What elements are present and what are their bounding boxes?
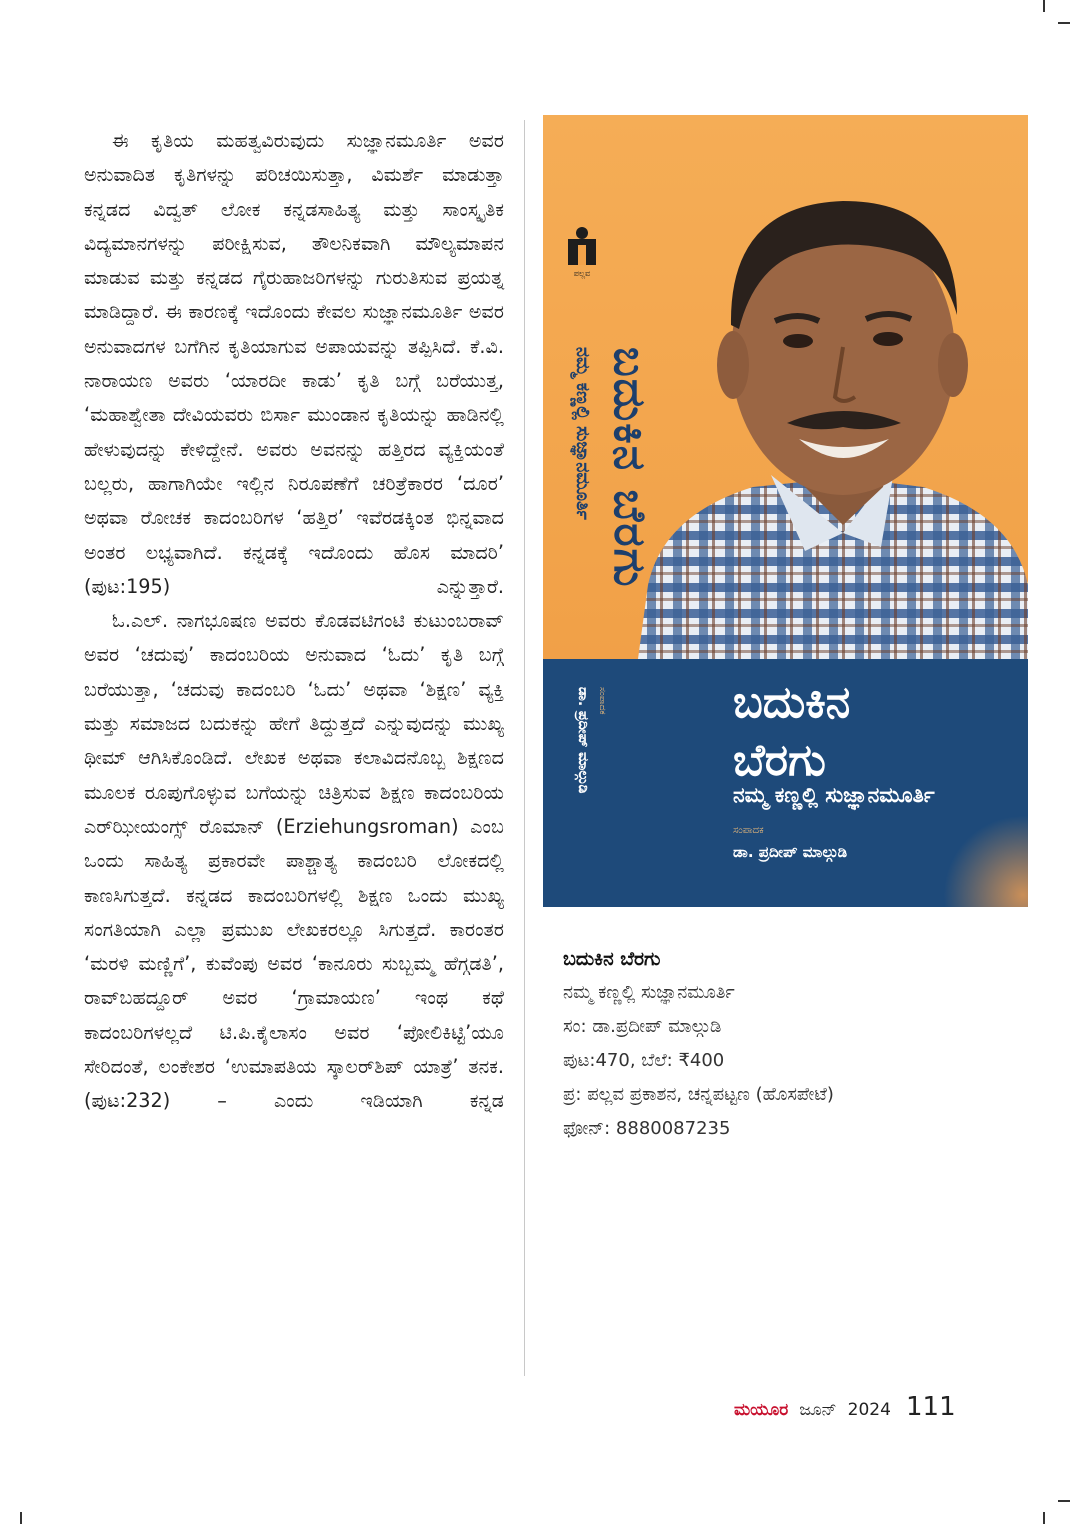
article-paragraph: ಓ.ಎಲ್. ನಾಗಭೂಷಣ ಅವರು ಕೊಡವಟಿಗಂಟಿ ಕುಟುಂಬರಾವ್ ಅವರ ‘ಚದುವು’ ಕಾದಂಬರಿಯ ಅನುವಾದ ‘ಓದು’ ಕೃತಿ ಬಗ್ಗೆ ಬರೆಯುತ್ತಾ, ‘ಚದುವು ಕಾದಂಬರಿ ‘ಓದು’ ಅಥವಾ ‘ಶಿಕ್ಷಣ’ ವ್ಯಕ್ತಿ ಮತ್ತು ಸಮಾಜದ ಬದುಕನ್ನು ಹೇಗೆ ತಿದ್ದುತ್ತದೆ ಎನ್ನುವುದನ್ನು ಮುಖ್ಯ ಥೀಮ್ ಆಗಿಸಿಕೊಂಡಿದೆ. ಲೇಖಕ ಅಥವಾ ಕಲಾವಿದನೊಬ್ಬ ಶಿಕ್ಷಣದ ಮೂಲಕ ರೂಪುಗೊಳ್ಳುವ ಬಗೆಯನ್ನು ಚಿತ್ರಿಸುವ ಶಿಕ್ಷಣ ಕಾದಂಬರಿಯ ಎರ್‌ಝೀಯಂಗ್ಸ್ ರೊಮಾನ್ (Erziehungsroman) ಎಂಬ ಒಂದು ಸಾಹಿತ್ಯ ಪ್ರಕಾರವೇ ಪಾಶ್ಚಾತ್ಯ ಕಾದಂಬರಿ ಲೋಕದಲ್ಲಿ ಕಾಣಸಿಗುತ್ತದೆ. ಕನ್ನಡದ ಕಾದಂಬರಿಗಳಲ್ಲಿ ಶಿಕ್ಷಣ ಒಂದು ಮುಖ್ಯ ಸಂಗತಿಯಾಗಿ ಎಲ್ಲಾ ಪ್ರಮುಖ ಲೇಖಕರಲ್ಲೂ ಸಿಗುತ್ತದೆ. ಕಾರಂತರ ‘ಮರಳಿ ಮಣ್ಣಿಗೆ’, ಕುವೆಂಪು ಅವರ ‘ಕಾನೂರು ಸುಬ್ಬಮ್ಮ ಹೆಗ್ಗಡತಿ’, ರಾವ್‌ಬಹದ್ದೂರ್ ಅವರ ‘ಗ್ರಾಮಾಯಣ’ ಇಂಥ ಕಥೆ ಕಾದಂಬರಿಗಳಲ್ಲದೆ ಟಿ.ಪಿ.ಕೈಲಾಸಂ ಅವರ ‘ಪೋಲಿಕಿಟ್ಟಿ’ಯೂ ಸೇರಿದಂತೆ, ಲಂಕೇಶರ ‘ಉಮಾಪತಿಯ ಸ್ಕಾಲರ್‌ಶಿಪ್ ಯಾತ್ರೆ’ ತನಕ. (ಪುಟ:232) – ಎಂದು ಇಡಿಯಾಗಿ ಕನ್ನಡ <box>84 609 504 1113</box>
crop-mark <box>1058 22 1070 24</box>
page-number: 111 <box>906 1392 956 1422</box>
cover-subtitle: ನಮ್ಮ ಕಣ್ಣಲ್ಲಿ ಸುಜ್ಞಾನಮೂರ್ತಿ <box>733 783 935 807</box>
cover-title: ಬದುಕಿನ <box>733 677 851 728</box>
book-info-editor: ಸಂ: ಡಾ.ಪ್ರದೀಪ್ ಮಾಲ್ಗುಡಿ <box>563 1016 722 1037</box>
cover-editor-label: ಸಂಪಾದಕ <box>733 825 764 836</box>
book-info-publisher: ಪ್ರ: ಪಲ್ಲವ ಪ್ರಕಾಶನ, ಚನ್ನಪಟ್ಟಣ (ಹೊಸಪೇಟೆ) <box>563 1084 834 1105</box>
book-info-phone: ಫೋನ್: 8880087235 <box>563 1118 731 1139</box>
crop-mark <box>1043 0 1045 12</box>
spine-editor: ಡಾ. ಪ್ರದೀಪ್ ಮಾಲ್ಗುಡಿ <box>575 687 591 794</box>
book-info-subtitle: ನಮ್ಮ ಕಣ್ಣಲ್ಲಿ ಸುಜ್ಞಾನಮೂರ್ತಿ <box>563 982 735 1003</box>
crop-mark <box>1058 1500 1070 1502</box>
book-cover <box>543 115 1028 907</box>
book-info-pages-price: ಪುಟ:470, ಬೆಲೆ: ₹400 <box>563 1050 725 1071</box>
spine-title: ಬದುಕಿನ ಬೆರಗು <box>604 347 655 589</box>
publisher-logo-icon <box>565 225 599 275</box>
column-divider <box>524 120 525 1376</box>
article-paragraph: ಈ ಕೃತಿಯ ಮಹತ್ವವಿರುವುದು ಸುಜ್ಞಾನಮೂರ್ತಿ ಅವರ ಅನುವಾದಿತ ಕೃತಿಗಳನ್ನು ಪರಿಚಯಿಸುತ್ತಾ, ವಿಮರ್ಶೆ ಮಾಡುತ್ತಾ ಕನ್ನಡದ ವಿದ್ವತ್ ಲೋಕ ಕನ್ನಡಸಾಹಿತ್ಯ ಮತ್ತು ಸಾಂಸ್ಕೃತಿಕ ವಿದ್ಯಮಾನಗಳನ್ನು ಪರೀಕ್ಷಿಸುವ, ತೌಲನಿಕವಾಗಿ ಮೌಲ್ಯಮಾಪನ ಮಾಡುವ ಮತ್ತು ಕನ್ನಡದ ಗೈರುಹಾಜರಿಗಳನ್ನು ಗುರುತಿಸುವ ಪ್ರಯತ್ನ ಮಾಡಿದ್ದಾರೆ. ಈ ಕಾರಣಕ್ಕೆ ಇದೊಂದು ಕೇವಲ ಸುಜ್ಞಾನಮೂರ್ತಿ ಅವರ ಅನುವಾದಗಳ ಬಗೆಗಿನ ಕೃತಿಯಾಗುವ ಅಪಾಯವನ್ನು ತಪ್ಪಿಸಿದೆ. ಕೆ.ವಿ. ನಾರಾಯಣ ಅವರು ‘ಯಾರದೀ ಕಾಡು’ ಕೃತಿ ಬಗ್ಗೆ ಬರೆಯುತ್ತ, ‘ಮಹಾಶ್ವೇತಾ ದೇವಿಯವರು ಬಿರ್ಸಾ ಮುಂಡಾನ ಕೃತಿಯನ್ನು ಹಾಡಿನಲ್ಲಿ ಹೇಳುವುದನ್ನು ಕೇಳಿದ್ದೇನೆ. ಅವರು ಅವನನ್ನು ಹತ್ತಿರದ ವ್ಯಕ್ತಿಯಂತೆ ಬಲ್ಲರು, ಹಾಗಾಗಿಯೇ ಇಲ್ಲಿನ ನಿರೂಪಣೆಗೆ ಚರಿತ್ರೆಕಾರರ ‘ದೂರ’ ಅಥವಾ ರೋಚಕ ಕಾದಂಬರಿಗಳ ‘ಹತ್ತಿರ’ ಇವೆರಡಕ್ಕಿಂತ ಭಿನ್ನವಾದ ಅಂತರ ಲಭ್ಯವಾಗಿದೆ. ಕನ್ನಡಕ್ಕೆ ಇದೊಂದು ಹೊಸ ಮಾದರಿ’ (ಪುಟ:195) ಎನ್ನುತ್ತಾರೆ. <box>84 129 504 598</box>
book-info-title: ಬದುಕಿನ ಬೆರಗು <box>563 948 661 970</box>
article-column <box>84 124 504 1119</box>
publisher-logo-text: ಪಲ್ಲವ <box>573 269 591 278</box>
magazine-name: ಮಯೂರ <box>734 1400 789 1420</box>
spine-subtitle: ನಮ್ಮ ಕಣ್ಣಲ್ಲಿ ಸುಜ್ಞಾನಮೂರ್ತಿ <box>572 347 593 520</box>
footer-month: ಜೂನ್ <box>799 1400 837 1420</box>
crop-mark <box>20 1512 22 1524</box>
spine-editor-label: ಸಂಪಾದಕ <box>597 687 607 715</box>
page-footer <box>734 1392 956 1428</box>
book-info <box>563 942 1023 1146</box>
cover-editor: ಡಾ. ಪ್ರದೀಪ್ ಮಾಲ್ಗುಡಿ <box>733 843 848 861</box>
cover-title: ಬೆರಗು <box>733 735 826 786</box>
footer-year: 2024 <box>847 1400 891 1420</box>
crop-mark <box>1043 1512 1045 1524</box>
